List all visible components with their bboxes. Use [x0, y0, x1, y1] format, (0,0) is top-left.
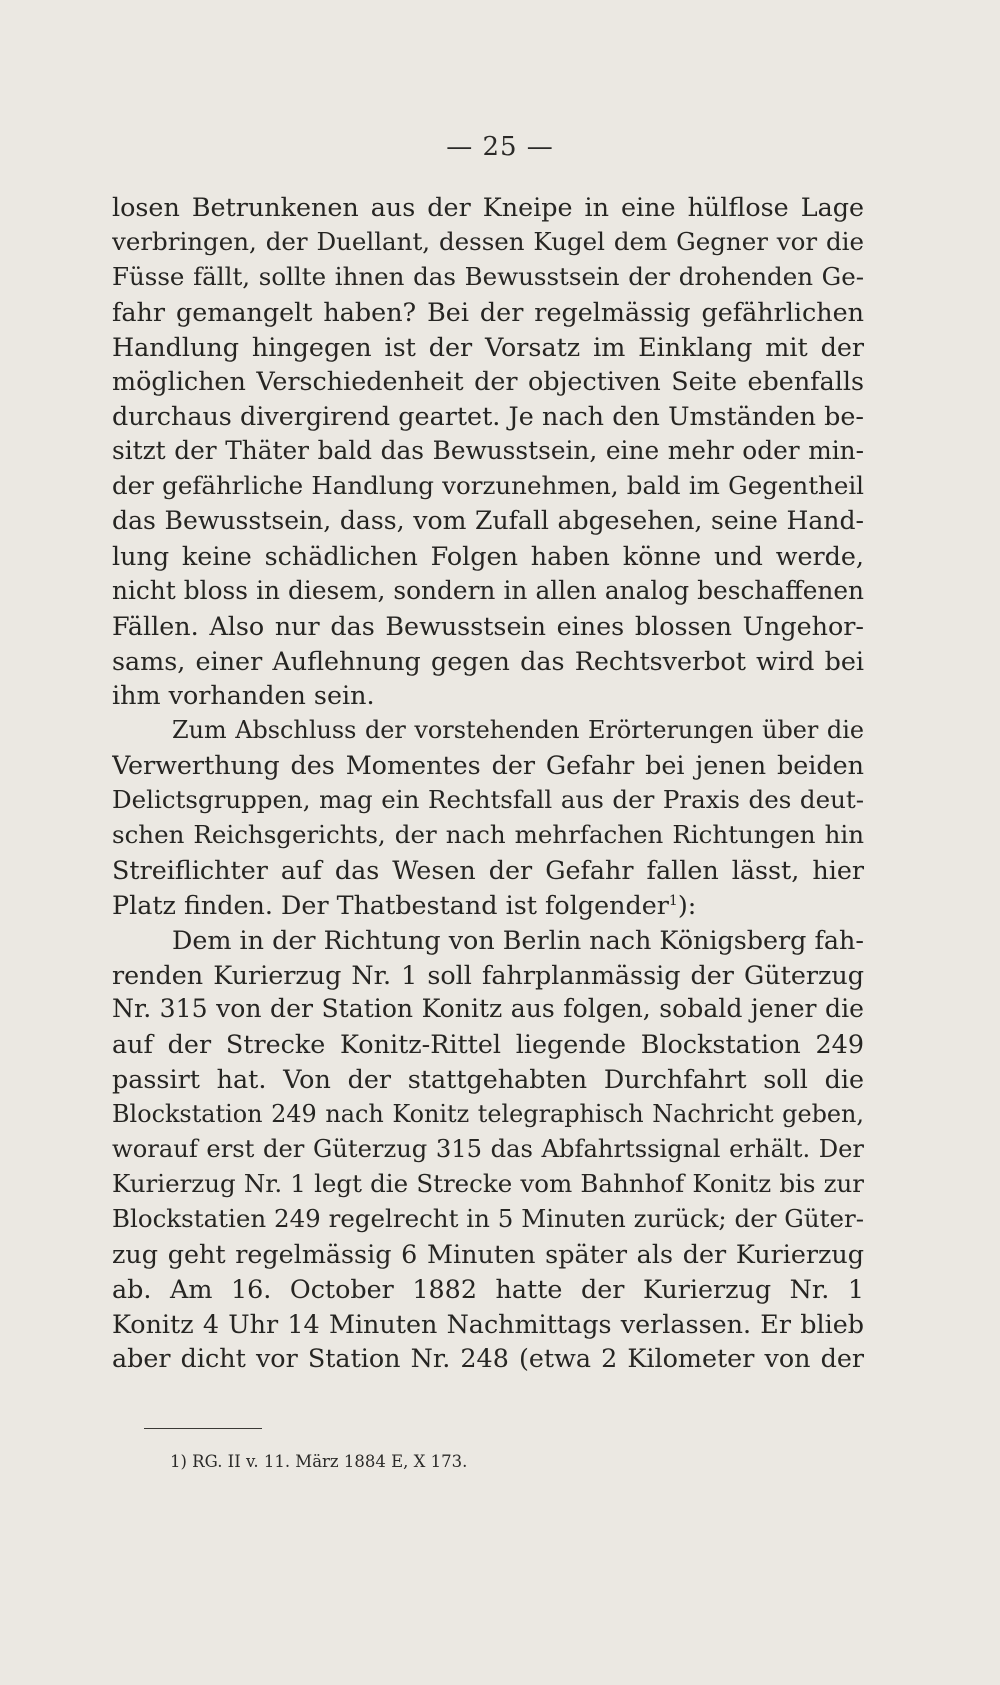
- text-line-content: Nr. 315 von der Station Konitz aus folgen, sobald jener die: [112, 994, 864, 1024]
- text-line-content: Handlung hingegen ist der Vorsatz im Einklang mit der: [112, 331, 864, 362]
- text-line-tail: ):: [677, 889, 697, 920]
- text-line-content: lung keine schädlichen Folgen haben könne und werde,: [112, 540, 864, 571]
- text-line-content: Kurierzug Nr. 1 legt die Strecke vom Bahnhof Konitz bis zur: [112, 1168, 864, 1198]
- text-line-content: auf der Strecke Konitz-Rittel liegende Blockstation 249: [112, 1029, 864, 1060]
- text-line: [112, 364, 864, 399]
- text-line: [112, 399, 864, 434]
- text-line: [112, 504, 864, 539]
- text-line: [112, 1202, 864, 1237]
- text-line-content: fahr gemangelt haben? Bei der regelmässig gefährlichen: [112, 296, 864, 327]
- body-text: [112, 190, 864, 1376]
- text-line: [112, 958, 864, 993]
- footnote-marker: 1: [668, 892, 678, 909]
- text-line-content: renden Kurierzug Nr. 1 soll fahrplanmässig der Güterzug: [112, 959, 864, 990]
- text-line: [112, 260, 864, 295]
- text-line-content: aber dicht vor Station Nr. 248 (etwa 2 Kilometer von der: [112, 1343, 864, 1374]
- text-line-content: Streiflichter auf das Wesen der Gefahr fallen lässt, hier: [112, 854, 864, 885]
- text-line: [112, 1341, 864, 1376]
- text-line-content: zug geht regelmässig 6 Minuten später als der Kurierzug: [112, 1238, 864, 1269]
- text-line: [112, 923, 864, 958]
- text-line: [112, 539, 864, 574]
- text-line: [112, 1062, 864, 1097]
- text-line-content: worauf erst der Güterzug 315 das Abfahrtssignal erhält. Der: [112, 1135, 864, 1164]
- text-line: [112, 853, 864, 888]
- text-line: [112, 1272, 864, 1307]
- text-line: [112, 713, 864, 748]
- text-line: [112, 295, 864, 330]
- text-line-content: Delictsgruppen, mag ein Rechtsfall aus der Praxis des deut-: [112, 785, 864, 815]
- text-line: [112, 469, 864, 504]
- text-line-content: Fällen. Also nur das Bewusstsein eines blossen Ungehor-: [112, 610, 864, 641]
- text-line: [112, 1307, 864, 1342]
- text-line: [112, 748, 864, 783]
- text-line-content: sams, einer Auflehnung gegen das Rechtsverbot wird bei: [112, 645, 864, 676]
- text-line: [112, 1027, 864, 1062]
- text-line-content: möglichen Verschiedenheit der objectiven Seite ebenfalls: [112, 366, 864, 397]
- text-line-content: Dem in der Richtung von Berlin nach Königsberg fah-: [172, 924, 864, 955]
- text-line-content: nicht bloss in diesem, sondern in allen analog beschaffenen: [112, 575, 864, 605]
- text-line-content: Platz finden. Der Thatbestand ist folgender: [112, 889, 669, 920]
- text-line: [112, 888, 864, 923]
- text-line-content: Konitz 4 Uhr 14 Minuten Nachmittags verlassen. Er blieb: [112, 1308, 864, 1339]
- text-line: [112, 1167, 864, 1202]
- text-line-content: sitzt der Thäter bald das Bewusstsein, eine mehr oder min-: [112, 436, 864, 466]
- text-line: [112, 225, 864, 260]
- text-line-content: das Bewusstsein, dass, vom Zufall abgesehen, seine Hand-: [112, 506, 864, 536]
- text-line-content: durchaus divergirend geartet. Je nach den Umständen be-: [112, 401, 864, 432]
- text-line: [112, 678, 864, 713]
- text-line: [112, 574, 864, 609]
- text-line: [112, 1237, 864, 1272]
- text-line-content: ab. Am 16. October 1882 hatte der Kurierzug Nr. 1: [112, 1273, 864, 1304]
- text-line: [112, 190, 864, 225]
- text-line: [112, 992, 864, 1027]
- footnote-rule: [144, 1428, 262, 1429]
- text-line-content: Zum Abschluss der vorstehenden Erörterungen über die: [172, 716, 864, 745]
- text-line-content: losen Betrunkenen aus der Kneipe in eine hülflose Lage: [112, 192, 864, 222]
- text-line-content: schen Reichsgerichts, der nach mehrfachen Richtungen hin: [112, 820, 864, 850]
- page-number-header: — 25 —: [446, 132, 554, 162]
- text-line: [112, 1097, 864, 1132]
- text-line-content: Füsse fällt, sollte ihnen das Bewusstsein der drohenden Ge-: [112, 261, 864, 291]
- text-line-content: Blockstatien 249 regelrecht in 5 Minuten zurück; der Güter-: [112, 1203, 864, 1233]
- text-line: [112, 1132, 864, 1167]
- text-line-content: Verwerthung des Momentes der Gefahr bei jenen beiden: [112, 750, 864, 781]
- text-line: [112, 434, 864, 469]
- text-line: [112, 330, 864, 365]
- text-line: [112, 818, 864, 853]
- text-line-content: verbringen, der Duellant, dessen Kugel dem Gegner vor die: [112, 226, 864, 256]
- text-line-content: der gefährliche Handlung vorzunehmen, bald im Gegentheil: [112, 471, 864, 501]
- text-line-content: Blockstation 249 nach Konitz telegraphisch Nachricht geben,: [112, 1100, 864, 1129]
- footnote: 1) RG. II v. 11. März 1884 E, X 173.: [170, 1452, 468, 1471]
- text-line: [112, 644, 864, 679]
- text-line: [112, 783, 864, 818]
- text-line-content: passirt hat. Von der stattgehabten Durchfahrt soll die: [112, 1064, 864, 1095]
- text-line: [112, 609, 864, 644]
- text-line-content: ihm vorhanden sein.: [112, 680, 375, 711]
